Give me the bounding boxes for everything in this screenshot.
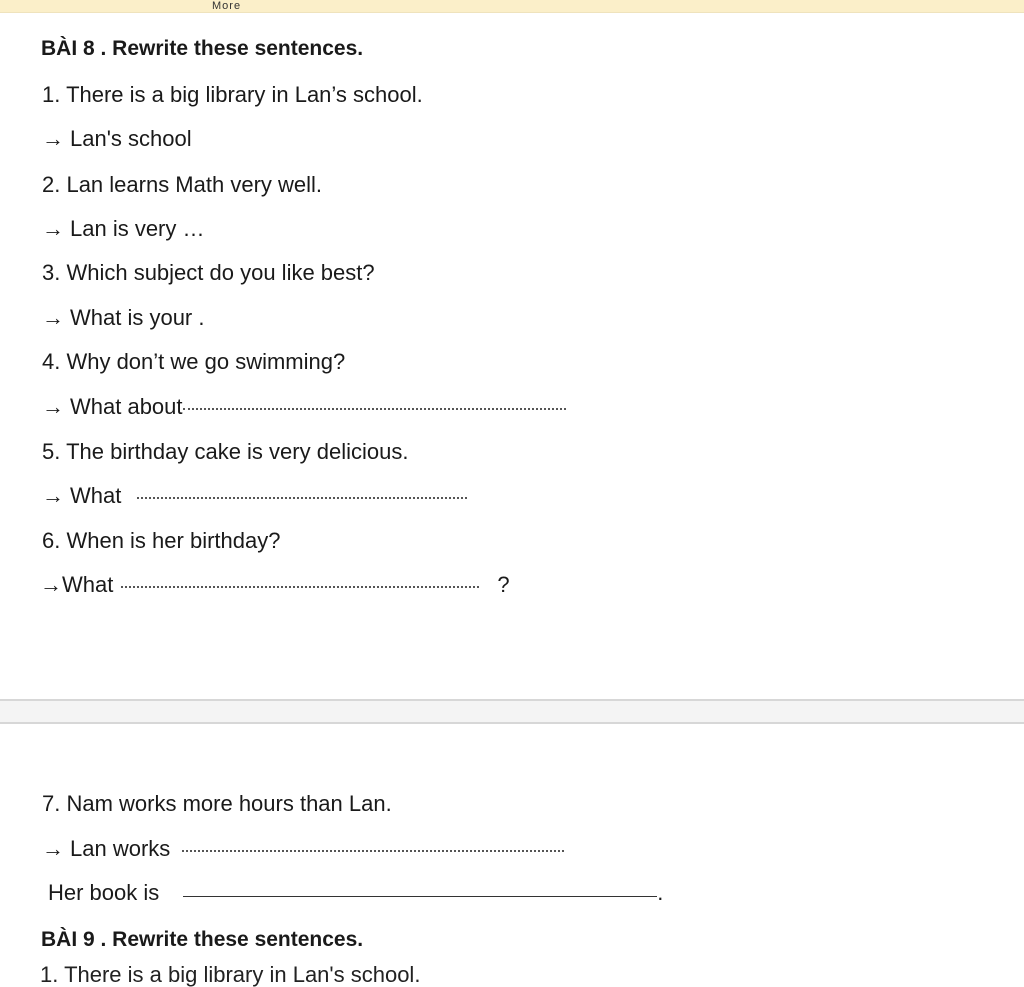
answer-6-text: What: [62, 572, 114, 597]
her-book-line: [48, 880, 663, 906]
question-6: 6. When is her birthday?: [42, 528, 281, 553]
answer-2-text: Lan is very …: [70, 216, 205, 241]
dotted-blank: [121, 586, 479, 588]
answer-5-text: What: [70, 483, 122, 508]
question-7: 7. Nam works more hours than Lan.: [42, 791, 392, 816]
question-5: 5. The birthday cake is very delicious.: [42, 439, 409, 464]
section-8-heading: BÀI 8 . Rewrite these sentences.: [41, 37, 364, 60]
page-divider: [0, 699, 1024, 724]
answer-1: [42, 126, 192, 152]
question-4: 4. Why don’t we go swimming?: [42, 349, 346, 374]
her-book-text: Her book is: [48, 880, 160, 905]
dotted-blank: [182, 850, 564, 852]
arrow-icon: →: [42, 216, 64, 241]
question-3: 3. Which subject do you like best?: [42, 260, 375, 285]
dotted-blank: [183, 408, 566, 410]
top-strip: [0, 0, 1024, 13]
question-1: 1. There is a big library in Lan’s school.: [42, 82, 423, 107]
arrow-icon: →: [42, 483, 64, 508]
answer-4: [42, 394, 566, 420]
arrow-icon: →: [42, 126, 64, 151]
answer-1-text: Lan's school: [70, 126, 192, 151]
cut-off-line: 1. There is a big library in Lan's school.: [40, 962, 421, 987]
answer-7-text: Lan works: [70, 836, 171, 861]
underline-blank: [183, 896, 657, 897]
cut-off-text: More: [212, 0, 242, 12]
dotted-blank: [137, 497, 467, 499]
arrow-icon: →: [42, 394, 64, 419]
her-book-end: .: [657, 880, 664, 905]
answer-7: [42, 836, 564, 862]
answer-5: [42, 483, 467, 509]
answer-2: [42, 216, 205, 242]
answer-6: [40, 572, 510, 598]
arrow-icon: →: [42, 836, 64, 861]
arrow-icon: →: [42, 305, 64, 330]
section-9-heading: BÀI 9 . Rewrite these sentences.: [41, 928, 364, 951]
answer-3: [42, 305, 204, 331]
answer-6-end: ?: [497, 572, 510, 597]
arrow-icon: →: [40, 572, 62, 597]
answer-4-text: What about: [70, 394, 183, 419]
answer-3-text: What is your .: [70, 305, 205, 330]
question-2: 2. Lan learns Math very well.: [42, 172, 323, 197]
